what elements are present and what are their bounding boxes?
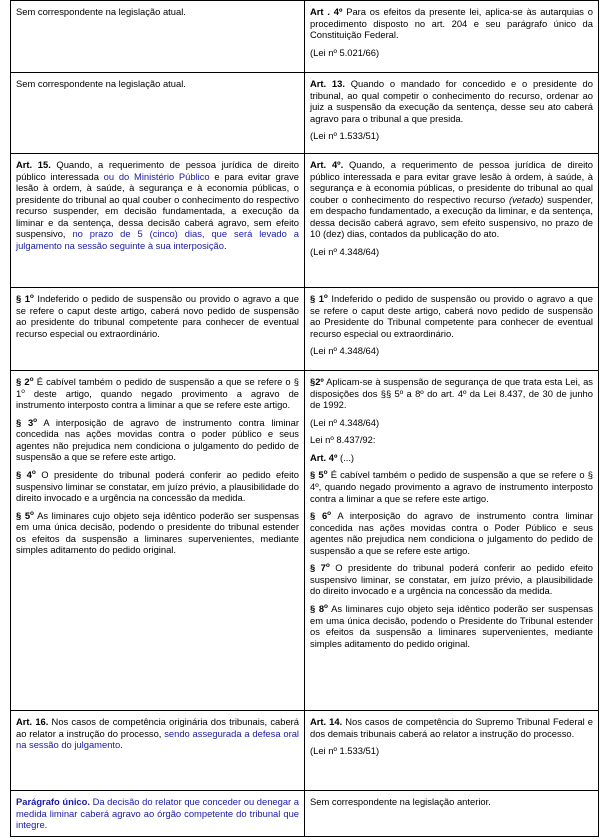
- section-text: Aplicam-se à suspensão de segurança de que trata esta Lei, as disposições dos §§ 5º a 8º do art. 4º da Lei 8.437, de 30 de junho de 1992.: [310, 376, 593, 411]
- section-text: O presidente do tribunal poderá conferir ao pedido efeito suspensivo liminar, se constatar, em juízo prévio, a plausibilidade do direito invocado e a urgência na concessão da medida.: [310, 562, 593, 597]
- article-heading: Art. 13.: [310, 78, 345, 89]
- paragraph-section: [16, 293, 299, 339]
- ordinal-mark: o: [325, 562, 330, 570]
- article-text: suspender, em despacho fundamentado, a execução da liminar, e da sentença, dessa decisão caberá agravo, sem efeito suspensivo, no prazo de 10 (dez) dias, contados da publicação do ato.: [310, 193, 593, 240]
- section-text: Indeferido o pedido de suspensão ou provido o agravo a que se refere o caput deste artigo, caberá novo pedido de suspensão ao presidente do tribunal competente para conhecer de eventual recurso especial ou extraordinário.: [16, 293, 299, 339]
- left-cell: [11, 791, 305, 837]
- article-heading: Parágrafo único.: [16, 796, 90, 807]
- article-text: Da decisão do relator que conceder ou denegar a medida liminar caberá agravo ao órgão competente do tribunal que integre.: [16, 796, 299, 831]
- section-heading: [310, 603, 328, 614]
- section-text: É cabível também o pedido de suspensão a que se refere o § 1: [16, 376, 299, 399]
- ordinal-mark: o: [29, 375, 34, 383]
- article-paragraph: [16, 716, 299, 751]
- right-cell: [305, 288, 599, 371]
- right-cell: [305, 791, 599, 837]
- right-cell: [305, 711, 599, 791]
- article-heading: Art. 16.: [16, 716, 49, 727]
- ordinal-mark: o: [324, 602, 329, 610]
- table-row: [11, 73, 599, 154]
- left-cell: [11, 1, 305, 73]
- left-cell: [11, 73, 305, 154]
- article-text: .: [223, 239, 227, 251]
- law-source: (Lei nº 4.348/64): [310, 345, 380, 357]
- right-cell: [305, 1, 599, 73]
- article-text: Nos casos de competência do Supremo Tribunal Federal e dos demais tribunais caberá ao relator a instrução do processo.: [310, 716, 593, 739]
- article-text: Para os efeitos da presente lei, aplica-se às autarquias o procedimento disposto no art. 204 e seu parágrafo único da Constituição Federal.: [310, 6, 594, 41]
- article-text: (...): [337, 451, 355, 463]
- section-number: § 1: [16, 293, 30, 304]
- article-heading: Art. 15.: [16, 159, 51, 170]
- left-cell: [11, 288, 305, 371]
- section-text: A interposição do agravo de instrumento contra liminar concedida nas ações movidas contra o Poder Público e seus agentes não prejudica nem condiciona o julgamento do pedido de suspensão a que se refere este artigo.: [310, 510, 593, 556]
- article-heading: Art. 4º.: [310, 159, 344, 170]
- paragraph-section: [16, 510, 299, 556]
- law-source: (Lei nº 4.348/64): [310, 245, 380, 257]
- paragraph-section: [310, 469, 593, 504]
- paragraph-section: [310, 562, 593, 597]
- law-source: (Lei nº 1.533/51): [310, 130, 380, 142]
- section-number: § 5: [310, 469, 324, 481]
- article-paragraph: [310, 159, 593, 240]
- section-number: § 4: [16, 468, 32, 480]
- added-text: no prazo de 5 (cinco) dias, que será levado a julgamento na sessão seguinte à sua interposição: [16, 228, 299, 251]
- section-number: § 7: [310, 562, 326, 574]
- section-text: As liminares cujo objeto seja idêntico poderão ser suspensas em uma única decisão, podendo o Presidente do Tribunal estender os efeitos da suspensão a liminares supervenientes, mediante simples aditamento do pedido original.: [310, 603, 593, 649]
- article-paragraph: [310, 452, 593, 464]
- vetoed-text: (vetado): [509, 193, 544, 205]
- section-number: § 3: [16, 416, 34, 428]
- added-text: sendo assegurada a defesa oral na sessão do julgamento: [16, 727, 299, 751]
- section-number: § 6: [310, 510, 328, 522]
- article-text: Quando o mandado for concedido e o presidente do tribunal, ao qual competir o conhecimento do recurso, ordenar ao juiz a suspensão da execução da sentença, desse seu ato caberá agravo para o tribunal a que presida.: [310, 78, 593, 124]
- article-paragraph: [16, 159, 299, 252]
- section-heading: [16, 510, 34, 521]
- section-text: O presidente do tribunal poderá conferir ao pedido efeito suspensivo liminar se constatar, em juízo prévio, a plausibilidade do direito invocado e a urgência na concessão da medida.: [16, 468, 299, 504]
- paragraph-section: [310, 510, 593, 556]
- paragraph-section: [310, 293, 593, 339]
- left-cell: [11, 154, 305, 288]
- no-correspondence-text: Sem correspondente na legislação anterior.: [310, 796, 491, 807]
- table-row: [11, 711, 599, 791]
- section-heading: [310, 293, 328, 304]
- table-row: [11, 1, 599, 73]
- law-source: (Lei nº 1.533/51): [310, 745, 380, 757]
- section-heading: §2º: [310, 376, 324, 387]
- section-heading: [16, 376, 34, 387]
- table-row: [11, 288, 599, 371]
- article-paragraph: [310, 6, 593, 41]
- section-text: Indeferido o pedido de suspensão ou provido o agravo a que se refere o caput deste artigo, caberá novo pedido de suspensão ao Presidente do Tribunal competente para conhecer de eventual recurso especial ou extraordinário.: [310, 293, 593, 339]
- article-heading: Art . 4º: [310, 6, 343, 17]
- section-number: § 1: [310, 293, 324, 304]
- article-paragraph: [310, 78, 593, 124]
- ordinal-mark: o: [31, 468, 36, 476]
- table-row: [11, 791, 599, 837]
- section-text: deste artigo, quando negado provimento a agravo de instrumento interposto contra a liminar a que se refere este artigo.: [16, 387, 299, 411]
- paragraph-section: [310, 376, 593, 411]
- ordinal-mark: o: [33, 416, 38, 424]
- paragraph-section: [16, 469, 299, 504]
- ordinal-mark: o: [29, 292, 34, 300]
- paragraph-section: [16, 417, 299, 463]
- no-correspondence-text: Sem correspondente na legislação atual.: [16, 78, 186, 89]
- section-number: § 5: [16, 509, 31, 521]
- law-source: (Lei nº 5.021/66): [310, 46, 380, 58]
- section-heading: [16, 469, 36, 480]
- table-row: [11, 371, 599, 711]
- section-number: § 2: [16, 376, 30, 387]
- article-text: Quando, a requerimento de pessoa jurídica de direito público interessada e para evitar grave lesão à ordem, à saúde, à segurança e à economia públicas, o presidente do tribunal ao qual couber o conhecimento do respectivo recurso: [310, 159, 593, 205]
- right-cell: [305, 154, 599, 288]
- article-paragraph: [16, 796, 299, 831]
- article-text: e para evitar grave lesão à ordem, à saúde, à segurança e à economia públicas, o presidente do tribunal ao qual couber o conhecimento do respectivo recurso suspender, em decisão fundamentada, a execução da liminar e da sentença, dessa decisão caberá agravo, sem efeito suspensivo,: [16, 170, 299, 240]
- comparison-table: [10, 0, 599, 837]
- article-heading: Art. 14.: [310, 716, 343, 727]
- paragraph-section: [310, 603, 593, 649]
- added-text: ou do Ministério Público: [103, 170, 210, 182]
- left-cell: [11, 711, 305, 791]
- right-cell: [305, 73, 599, 154]
- section-heading: [310, 510, 331, 521]
- table-row: [11, 154, 599, 288]
- law-reference: Lei nº 8.437/92:: [310, 434, 376, 446]
- article-text: Quando, a requerimento de pessoa jurídica de direito público interessada: [16, 159, 299, 182]
- law-source: (Lei nº 4.348/64): [310, 416, 380, 428]
- section-text: É cabível também o pedido de suspensão a que se refere o § 4º, quando negado provimento a agravo de instrumento interposto contra a liminar a que se refere este artigo.: [310, 469, 593, 504]
- no-correspondence-text: Sem correspondente na legislação atual.: [16, 6, 186, 17]
- article-heading: Art. 4º: [310, 451, 338, 463]
- ordinal-mark: o: [327, 509, 332, 517]
- ordinal-mark: o: [323, 469, 328, 477]
- ordinal-mark: o: [21, 387, 25, 395]
- section-text: A interposição de agravo de instrumento contra liminar concedida nas ações movidas contra o poder público e seus agentes não prejudica nem condiciona o julgamento do pedido de suspensão a que se refere este artigo.: [16, 416, 299, 463]
- ordinal-mark: o: [323, 292, 328, 300]
- right-cell: [305, 371, 599, 711]
- section-number: § 8: [310, 603, 325, 614]
- article-text: .: [120, 739, 123, 751]
- section-heading: [310, 562, 330, 573]
- article-paragraph: [310, 716, 593, 739]
- section-heading: [310, 469, 328, 480]
- section-heading: [16, 417, 37, 428]
- paragraph-section: [16, 376, 299, 411]
- ordinal-mark: o: [30, 509, 35, 517]
- section-text: As liminares cujo objeto seja idêntico poderão ser suspensas em uma única decisão, podendo o presidente do tribunal estender os efeitos da suspensão a liminares supervenientes, mediante simples aditamento do pedido original.: [16, 509, 299, 556]
- article-text: Nos casos de competência originária dos tribunais, caberá ao relator a instrução do processo,: [16, 716, 299, 739]
- section-heading: [16, 293, 34, 304]
- left-cell: [11, 371, 305, 711]
